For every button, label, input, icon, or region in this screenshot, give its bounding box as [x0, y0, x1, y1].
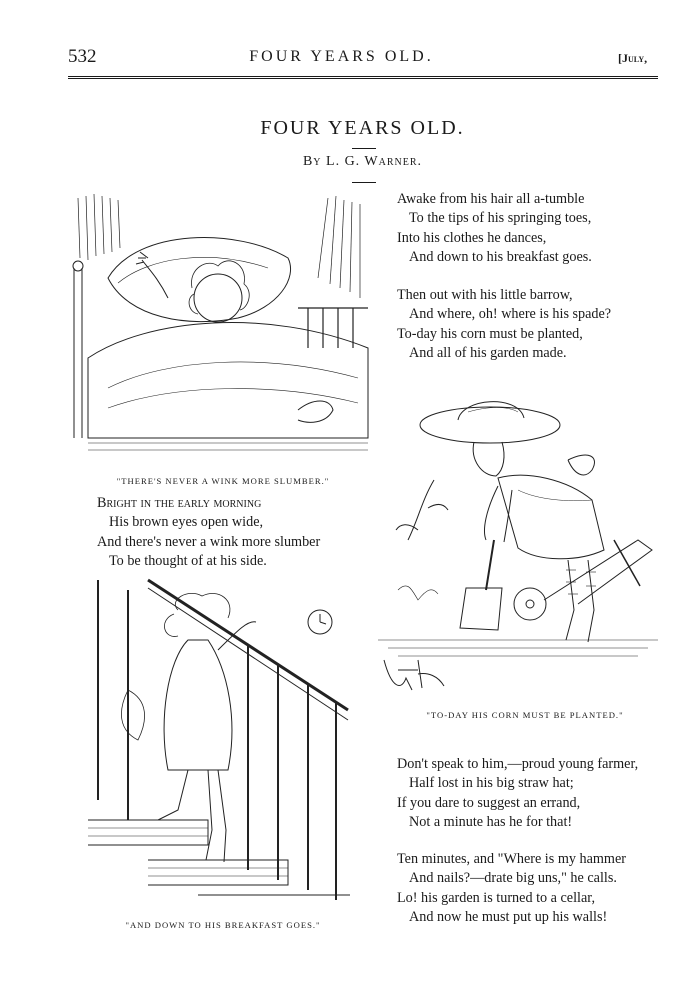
stanza-line: To-day his corn must be planted, — [397, 325, 583, 342]
stanza-line: His brown eyes open wide, — [109, 514, 264, 531]
stanza-line: Ten minutes, and "Where is my hammer — [397, 851, 626, 867]
running-date: [July, — [618, 51, 648, 65]
stanza-line: Don't speak to him,—proud young farmer, — [397, 756, 639, 772]
stanza-line: And nails?—drate big uns," he calls. — [409, 870, 617, 887]
stanza-line: Into his clothes he dances, — [397, 229, 547, 246]
byline-rule — [352, 182, 376, 183]
stanza-line: Lo! his garden is turned to a cellar, — [397, 889, 595, 906]
stanza-line: And all of his garden made. — [409, 344, 567, 361]
page-number: 532 — [68, 46, 97, 67]
stanza-line: And now he must put up his walls! — [409, 908, 608, 925]
header-rule — [68, 76, 658, 79]
stanza-line: And there's never a wink more slumber — [97, 533, 321, 550]
stanza-2 — [397, 190, 592, 267]
stanza-line: To the tips of his springing toes, — [409, 210, 592, 227]
stanza-line: And down to his breakfast goes. — [409, 248, 592, 265]
article-title: FOUR YEARS OLD. — [260, 117, 465, 139]
byline: By L. G. Warner. — [302, 154, 423, 169]
stanza-line: Then out with his little barrow, — [397, 287, 573, 303]
bed-illustration — [68, 188, 378, 470]
stanza-line: To be thought of at his side. — [109, 552, 267, 569]
stanza-3 — [397, 286, 611, 363]
garden-illustration — [378, 390, 658, 708]
stanza-line: If you dare to suggest an errand, — [397, 794, 581, 811]
running-title: FOUR YEARS OLD. — [249, 48, 434, 65]
stanza-1 — [97, 494, 320, 571]
stanza-5 — [397, 850, 626, 927]
title-rule — [352, 148, 376, 149]
stanza-line: Bright in the early morning — [97, 495, 262, 511]
stairs-illustration — [88, 570, 350, 915]
stanza-line: Awake from his hair all a-tumble — [397, 191, 585, 207]
garden-caption: "TO-DAY HIS CORN MUST BE PLANTED." — [426, 710, 624, 720]
stanza-line: Not a minute has he for that! — [409, 813, 573, 830]
bed-caption: "THERE'S NEVER A WINK MORE SLUMBER." — [116, 476, 330, 486]
stanza-line: And where, oh! where is his spade? — [409, 306, 612, 323]
running-head — [0, 0, 683, 80]
stanza-4 — [397, 755, 638, 832]
stairs-caption: "AND DOWN TO HIS BREAKFAST GOES." — [125, 920, 321, 930]
stanza-line: Half lost in his big straw hat; — [409, 775, 574, 792]
